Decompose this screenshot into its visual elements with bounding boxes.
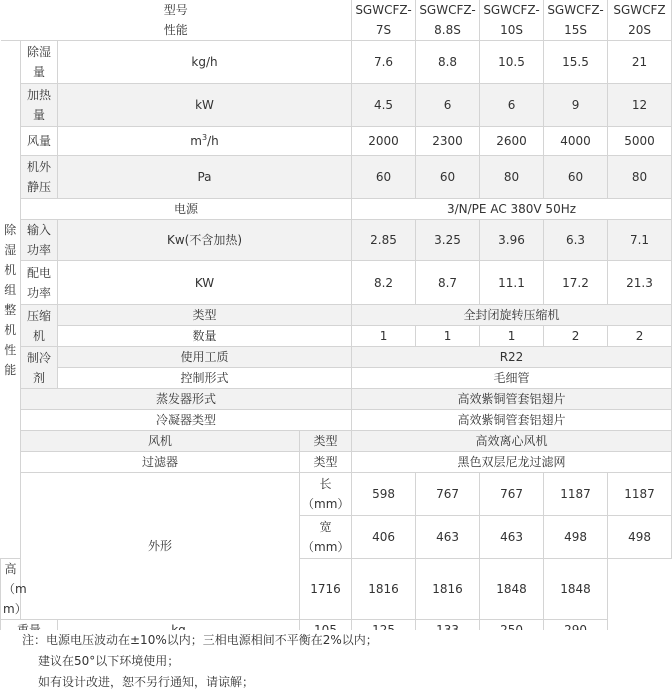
- table-cell: 463: [480, 516, 544, 559]
- refrig-label: 制冷 剂: [21, 347, 58, 389]
- comp-type-value: 全封闭旋转压缩机: [352, 305, 672, 326]
- perf-label: 性能: [163, 23, 188, 37]
- table-cell: 6: [480, 84, 544, 127]
- table-cell: 498: [608, 516, 672, 559]
- heat-label: 加热 量: [21, 84, 58, 127]
- table-cell: 1: [416, 326, 480, 347]
- table-cell: 60: [544, 156, 608, 199]
- dehum-unit: kg/h: [58, 41, 352, 84]
- row-power: [1, 199, 672, 220]
- power-value: 3/N/PE AC 380V 50Hz: [352, 199, 672, 220]
- fan-value: 高效离心风机: [352, 431, 672, 452]
- table-cell: 12: [608, 84, 672, 127]
- table-cell: 60: [416, 156, 480, 199]
- model-header-5: SGWCFZ 20S: [608, 0, 672, 41]
- table-cell: 1816: [416, 559, 480, 620]
- table-cell: 1816: [352, 559, 416, 620]
- fan-label: 风机: [21, 431, 300, 452]
- table-cell: 80: [608, 156, 672, 199]
- dim-length-label: 长 （mm）: [300, 473, 352, 516]
- dim-width-label: 宽 （mm）: [300, 516, 352, 559]
- side-label: 除湿机组整机性能: [1, 41, 21, 559]
- table-cell: 498: [544, 516, 608, 559]
- row-fan: [1, 431, 672, 452]
- comp-qty-label: 数量: [58, 326, 352, 347]
- row-air: [1, 127, 672, 156]
- row-dim-length: [1, 473, 672, 516]
- table-cell: 2: [544, 326, 608, 347]
- model-header-3: SGWCFZ- 10S: [480, 0, 544, 41]
- table-cell: 1716: [300, 559, 352, 620]
- row-static: [1, 156, 672, 199]
- row-cond: [1, 410, 672, 431]
- table-cell: 6: [416, 84, 480, 127]
- table-cell: 2300: [416, 127, 480, 156]
- evap-label: 蒸发器形式: [21, 389, 352, 410]
- model-header-4: SGWCFZ- 15S: [544, 0, 608, 41]
- table-cell: 1187: [544, 473, 608, 516]
- table-cell: 10.5: [480, 41, 544, 84]
- input-label: 输入 功率: [21, 220, 58, 261]
- table-cell: 598: [352, 473, 416, 516]
- table-cell: 463: [416, 516, 480, 559]
- table-cell: 8.8: [416, 41, 480, 84]
- table-cell: 1: [352, 326, 416, 347]
- table-cell: 2.85: [352, 220, 416, 261]
- table-cell: 8.2: [352, 261, 416, 305]
- table-cell: 767: [480, 473, 544, 516]
- heat-unit: kW: [58, 84, 352, 127]
- row-input: [1, 220, 672, 261]
- table-cell: 1187: [608, 473, 672, 516]
- table-cell: 80: [480, 156, 544, 199]
- model-header-2: SGWCFZ- 8.8S: [416, 0, 480, 41]
- table-cell: 1848: [480, 559, 544, 620]
- table-cell: 8.7: [416, 261, 480, 305]
- row-evap: [1, 389, 672, 410]
- refrig-ctrl-value: 毛细管: [352, 368, 672, 389]
- table-cell: 9: [544, 84, 608, 127]
- model-header-1: SGWCFZ- 7S: [352, 0, 416, 41]
- table-cell: 4.5: [352, 84, 416, 127]
- table-cell: 21: [608, 41, 672, 84]
- refrig-medium-label: 使用工质: [58, 347, 352, 368]
- row-refrig-ctrl: [1, 368, 672, 389]
- air-unit: $m^3/h$: [58, 127, 352, 156]
- cond-value: 高效紫铜管套铝翅片: [352, 410, 672, 431]
- refrig-medium-value: R22: [352, 347, 672, 368]
- dehum-label: 除湿 量: [21, 41, 58, 84]
- table-cell: 2000: [352, 127, 416, 156]
- table-cell: 7.1: [608, 220, 672, 261]
- input-unit: Kw(不含加热): [58, 220, 352, 261]
- table-cell: 60: [352, 156, 416, 199]
- header-label-cell: [1, 0, 352, 41]
- notes: [0, 630, 671, 698]
- comp-label: 压缩 机: [21, 305, 58, 347]
- evap-value: 高效紫铜管套铝翅片: [352, 389, 672, 410]
- static-label: 机外 静压: [21, 156, 58, 199]
- row-dist: [1, 261, 672, 305]
- table-cell: 2600: [480, 127, 544, 156]
- row-dehum: [1, 41, 672, 84]
- note-line-3: 如有设计改进，恕不另行通知，请谅解；: [38, 675, 255, 689]
- refrig-ctrl-label: 控制形式: [58, 368, 352, 389]
- table-cell: 5000: [608, 127, 672, 156]
- static-unit: Pa: [58, 156, 352, 199]
- dist-unit: KW: [58, 261, 352, 305]
- table-cell: 4000: [544, 127, 608, 156]
- row-comp-qty: [1, 326, 672, 347]
- table-cell: 1848: [544, 559, 608, 620]
- filter-value: 黑色双层尼龙过滤网: [352, 452, 672, 473]
- table-cell: 6.3: [544, 220, 608, 261]
- comp-type-label: 类型: [58, 305, 352, 326]
- dist-label: 配电 功率: [21, 261, 58, 305]
- table-cell: 1: [480, 326, 544, 347]
- row-heat: [1, 84, 672, 127]
- row-filter: [1, 452, 672, 473]
- dim-height-label: 高 （mm）: [1, 559, 21, 620]
- table-cell: 2: [608, 326, 672, 347]
- power-label: 电源: [21, 199, 352, 220]
- table-cell: 15.5: [544, 41, 608, 84]
- fan-type-label: 类型: [300, 431, 352, 452]
- table-cell: 3.25: [416, 220, 480, 261]
- header-row: [1, 0, 672, 41]
- note-line-2: 建议在50°以下环境使用；: [38, 654, 180, 668]
- table-cell: 17.2: [544, 261, 608, 305]
- air-label: 风量: [21, 127, 58, 156]
- table-cell: 21.3: [608, 261, 672, 305]
- table-cell: 7.6: [352, 41, 416, 84]
- cond-label: 冷凝器类型: [21, 410, 352, 431]
- note-line-1: 注：电源电压波动在±10%以内；三相电源相间不平衡在2%以内；: [22, 633, 378, 647]
- shape-label: 外形: [21, 473, 300, 620]
- filter-type-label: 类型: [300, 452, 352, 473]
- table-cell: 406: [352, 516, 416, 559]
- model-label: 型号: [163, 3, 188, 17]
- table-cell: 767: [416, 473, 480, 516]
- table-cell: 3.96: [480, 220, 544, 261]
- row-refrig-medium: [1, 347, 672, 368]
- filter-label: 过滤器: [21, 452, 300, 473]
- table-cell: 11.1: [480, 261, 544, 305]
- row-comp-type: [1, 305, 672, 326]
